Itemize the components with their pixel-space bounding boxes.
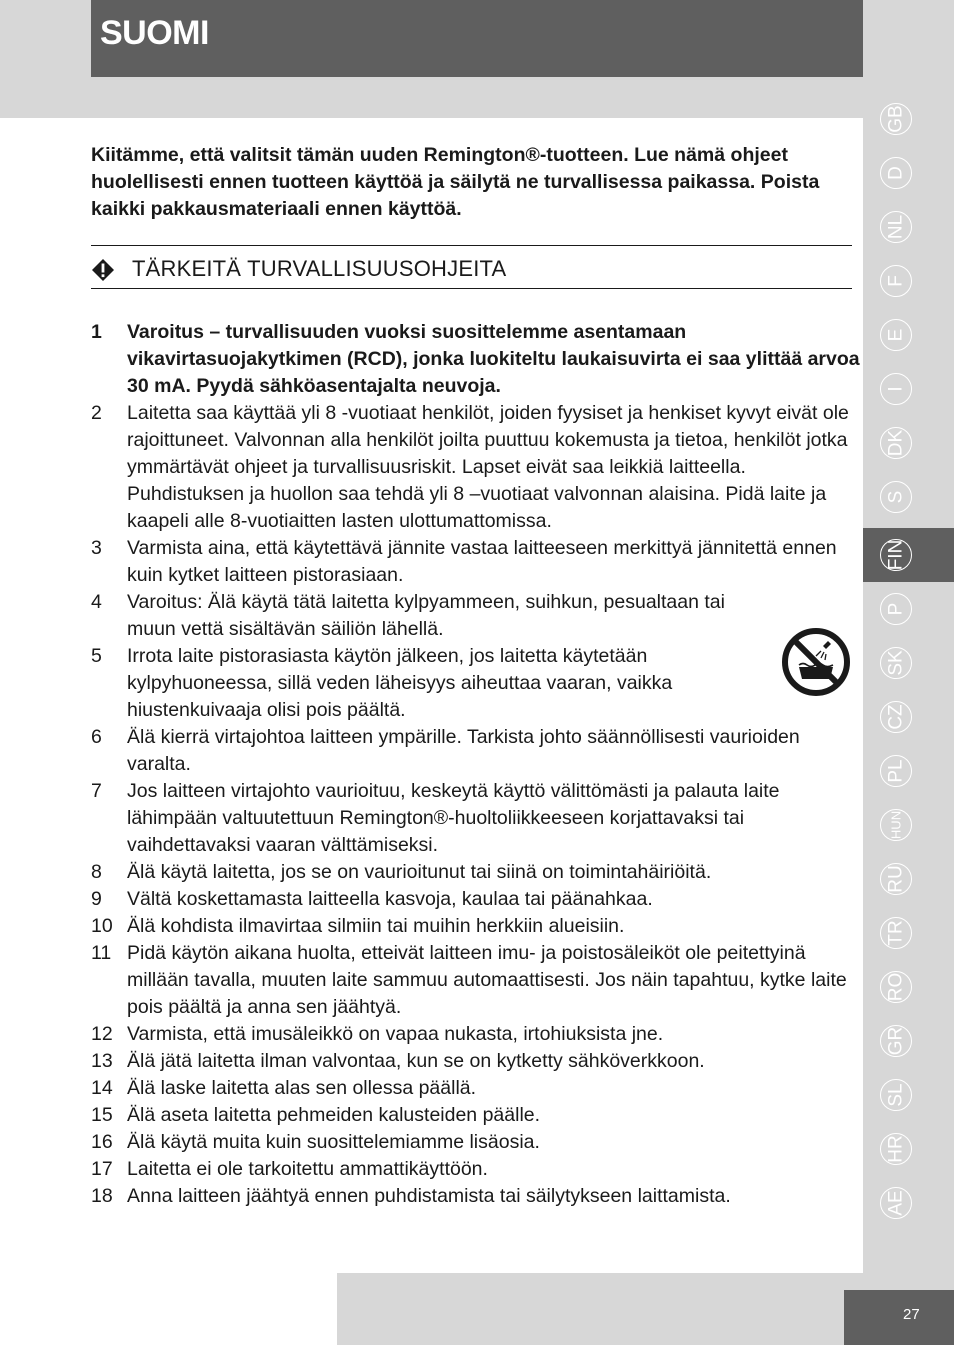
list-item: [91, 724, 861, 778]
lang-label: TR: [885, 920, 907, 946]
lang-label: FIN: [885, 539, 907, 571]
item-number: 6: [91, 726, 102, 748]
item-text: Varoitus: Älä käytä tätä laitetta kylpyammeen, suihkun, pesualtaan tai muun vettä sisältävän säiliön lähellä.: [127, 591, 725, 640]
list-item: [91, 1075, 861, 1102]
lang-tab-nl[interactable]: [863, 200, 954, 254]
lang-tab-s[interactable]: [863, 470, 954, 524]
lang-tab-gr[interactable]: [863, 1014, 954, 1068]
item-number: 3: [91, 537, 102, 559]
page-title: SUOMI: [100, 14, 209, 52]
item-number: 7: [91, 780, 102, 802]
item-text: Pidä käytön aikana huolta, etteivät laitteen imu- ja poistosäleiköt ole peitettyinä millään tavalla, muuten laite sammuu automaattisesti. Jos näin tapahtuu, kytke laite pois päältä ja anna sen jäähtyä.: [127, 942, 847, 1018]
item-number: 2: [91, 402, 102, 424]
lang-label: P: [885, 602, 907, 616]
list-item: [91, 1156, 861, 1183]
item-text: Älä kierrä virtajohtoa laitteen ympärille. Tarkista johto säännöllisesti vaurioiden varalta.: [127, 726, 800, 775]
item-text: Älä käytä laitetta, jos se on vaurioitunut tai siinä on toimintahäiriöitä.: [127, 861, 712, 883]
page-footer-area: [0, 1273, 337, 1345]
lang-label: S: [885, 490, 907, 504]
item-number: 18: [91, 1185, 113, 1207]
list-item: [91, 319, 861, 400]
item-number: 10: [91, 915, 113, 937]
lang-tab-ru[interactable]: [863, 852, 954, 906]
item-number: 13: [91, 1050, 113, 1072]
warning-icon: [91, 258, 115, 282]
lang-label: SK: [885, 650, 907, 676]
item-text: Älä laske laitetta alas sen ollessa päällä.: [127, 1077, 477, 1099]
lang-tab-dk[interactable]: [863, 416, 954, 470]
item-number: 11: [91, 942, 112, 964]
item-number: 12: [91, 1023, 113, 1045]
list-item: [91, 589, 861, 643]
lang-tab-ro[interactable]: [863, 960, 954, 1014]
list-item: [91, 535, 861, 589]
item-text: Älä käytä muita kuin suosittelemiamme lisäosia.: [127, 1131, 540, 1153]
list-item: [91, 1048, 861, 1075]
lang-tab-e[interactable]: [863, 308, 954, 362]
lang-tab-f[interactable]: [863, 254, 954, 308]
list-item: [91, 778, 861, 859]
lang-label: HR: [885, 1135, 907, 1163]
lang-tab-p[interactable]: [863, 582, 954, 636]
lang-label: DK: [885, 429, 907, 457]
section-header: [91, 245, 852, 289]
lang-label: D: [885, 166, 907, 180]
lang-label: F: [885, 275, 907, 287]
lang-label: CZ: [885, 704, 907, 730]
item-text: Varoitus – turvallisuuden vuoksi suosittelemme asentamaan vikavirtasuojakytkimen (RCD), jonka luokiteltu laukaisuvirta ei saa ylittää arvoa 30 mA. Pyydä sähköasentajalta neuvoja.: [127, 321, 860, 397]
item-text: Laitetta saa käyttää yli 8 -vuotiaat henkilöt, joiden fyysiset ja henkiset kyvyt eivät ole rajoittuneet. Valvonnan alla henkilöt joilta puuttuu kokemusta ja tietoa, henkilöt jotka ymmärtävät ohjeet ja turvallisuusriskit. Lapset eivät saa leikkiä laitteella. Puhdistuksen ja huollon saa tehdä yli 8 –vuotiaat valvonnan alaisina. Pidä laite ja kaapeli alle 8-vuotiaitten lasten ulottumattomissa.: [127, 402, 849, 532]
item-number: 16: [91, 1131, 113, 1153]
item-number: 17: [91, 1158, 113, 1180]
lang-tab-tr[interactable]: [863, 906, 954, 960]
section-title: TÄRKEITÄ TURVALLISUUSOHJEITA: [132, 256, 507, 281]
item-number: 8: [91, 861, 102, 883]
item-number: 1: [91, 321, 102, 343]
item-text: Laitetta ei ole tarkoitettu ammattikäyttöön.: [127, 1158, 488, 1180]
item-number: 9: [91, 888, 102, 910]
lang-label: RO: [885, 972, 907, 1002]
item-text: Varmista, että imusäleikkö on vapaa nukasta, irtohiuksista jne.: [127, 1023, 664, 1045]
lang-tab-sk[interactable]: [863, 636, 954, 690]
lang-tab-hun[interactable]: [863, 798, 954, 852]
list-item: [91, 940, 861, 1021]
item-number: 4: [91, 591, 102, 613]
item-text: Älä jätä laitetta ilman valvontaa, kun se on kytketty sähköverkkoon.: [127, 1050, 705, 1072]
list-item: [91, 913, 861, 940]
list-item: [91, 400, 861, 535]
list-item: [91, 1129, 861, 1156]
lang-label: E: [885, 328, 907, 342]
lang-tab-pl[interactable]: [863, 744, 954, 798]
lang-label: RU: [885, 865, 907, 893]
item-text: Älä aseta laitetta pehmeiden kalusteiden päälle.: [127, 1104, 541, 1126]
list-item: [91, 886, 861, 913]
item-text: Irrota laite pistorasiasta käytön jälkeen, jos laitetta käytetään kylpyhuoneessa, sillä veden läheisyys aiheuttaa vaaran, vaikka hiustenkuivaaja olisi pois päältä.: [127, 645, 673, 721]
lang-tab-gb[interactable]: [863, 92, 954, 146]
list-item: [91, 1021, 861, 1048]
intro-text: Kiitämme, että valitsit tämän uuden Remington®-tuotteen. Lue nämä ohjeet huolellisesti ennen tuotteen käyttöä ja säilytä ne turvallisessa paikassa. Poista kaikki pakkausmateriaali ennen käyttöä.: [91, 144, 820, 220]
lang-tab-fin[interactable]: [863, 528, 954, 582]
lang-label: NL: [885, 214, 907, 240]
lang-label: AE: [885, 1190, 907, 1216]
lang-tab-d[interactable]: [863, 146, 954, 200]
item-number: 5: [91, 645, 102, 667]
page-number: 27: [903, 1306, 920, 1323]
no-bath-icon: [781, 627, 851, 697]
lang-label: I: [885, 386, 907, 392]
list-item: [91, 859, 861, 886]
item-number: 14: [91, 1077, 113, 1099]
list-item: [91, 643, 861, 724]
lang-tab-cz[interactable]: [863, 690, 954, 744]
lang-label: PL: [885, 759, 907, 783]
item-text: Anna laitteen jäähtyä ennen puhdistamista tai säilytykseen laittamista.: [127, 1185, 731, 1207]
lang-label: SL: [885, 1083, 907, 1107]
lang-tab-ae[interactable]: [863, 1176, 954, 1230]
page-number-box: [844, 1290, 954, 1345]
lang-tab-hr[interactable]: [863, 1122, 954, 1176]
lang-label: GR: [885, 1026, 907, 1056]
lang-tab-sl[interactable]: [863, 1068, 954, 1122]
safety-instructions-list: [91, 319, 861, 1210]
list-item: [91, 1183, 861, 1210]
item-text: Jos laitteen virtajohto vaurioituu, keskeytä käyttö välittömästi ja palauta laite lähimpään valtuutettuun Remington®-huoltoliikkeeseen korjattavaksi tai vaihdettavaksi vaaran välttämiseksi.: [127, 780, 780, 856]
item-text: Varmista aina, että käytettävä jännite vastaa laitteeseen merkittyä jännitettä ennen kuin kytket laitteen pistorasiaan.: [127, 537, 837, 586]
item-text: Älä kohdista ilmavirtaa silmiin tai muihin herkkiin alueisiin.: [127, 915, 625, 937]
lang-tab-i[interactable]: [863, 362, 954, 416]
lang-label: GB: [885, 105, 907, 133]
item-number: 15: [91, 1104, 113, 1126]
header-bar: [91, 0, 863, 77]
lang-label: HUN: [888, 810, 904, 840]
list-item: [91, 1102, 861, 1129]
item-text: Vältä koskettamasta laitteella kasvoja, kaulaa tai päänahkaa.: [127, 888, 653, 910]
